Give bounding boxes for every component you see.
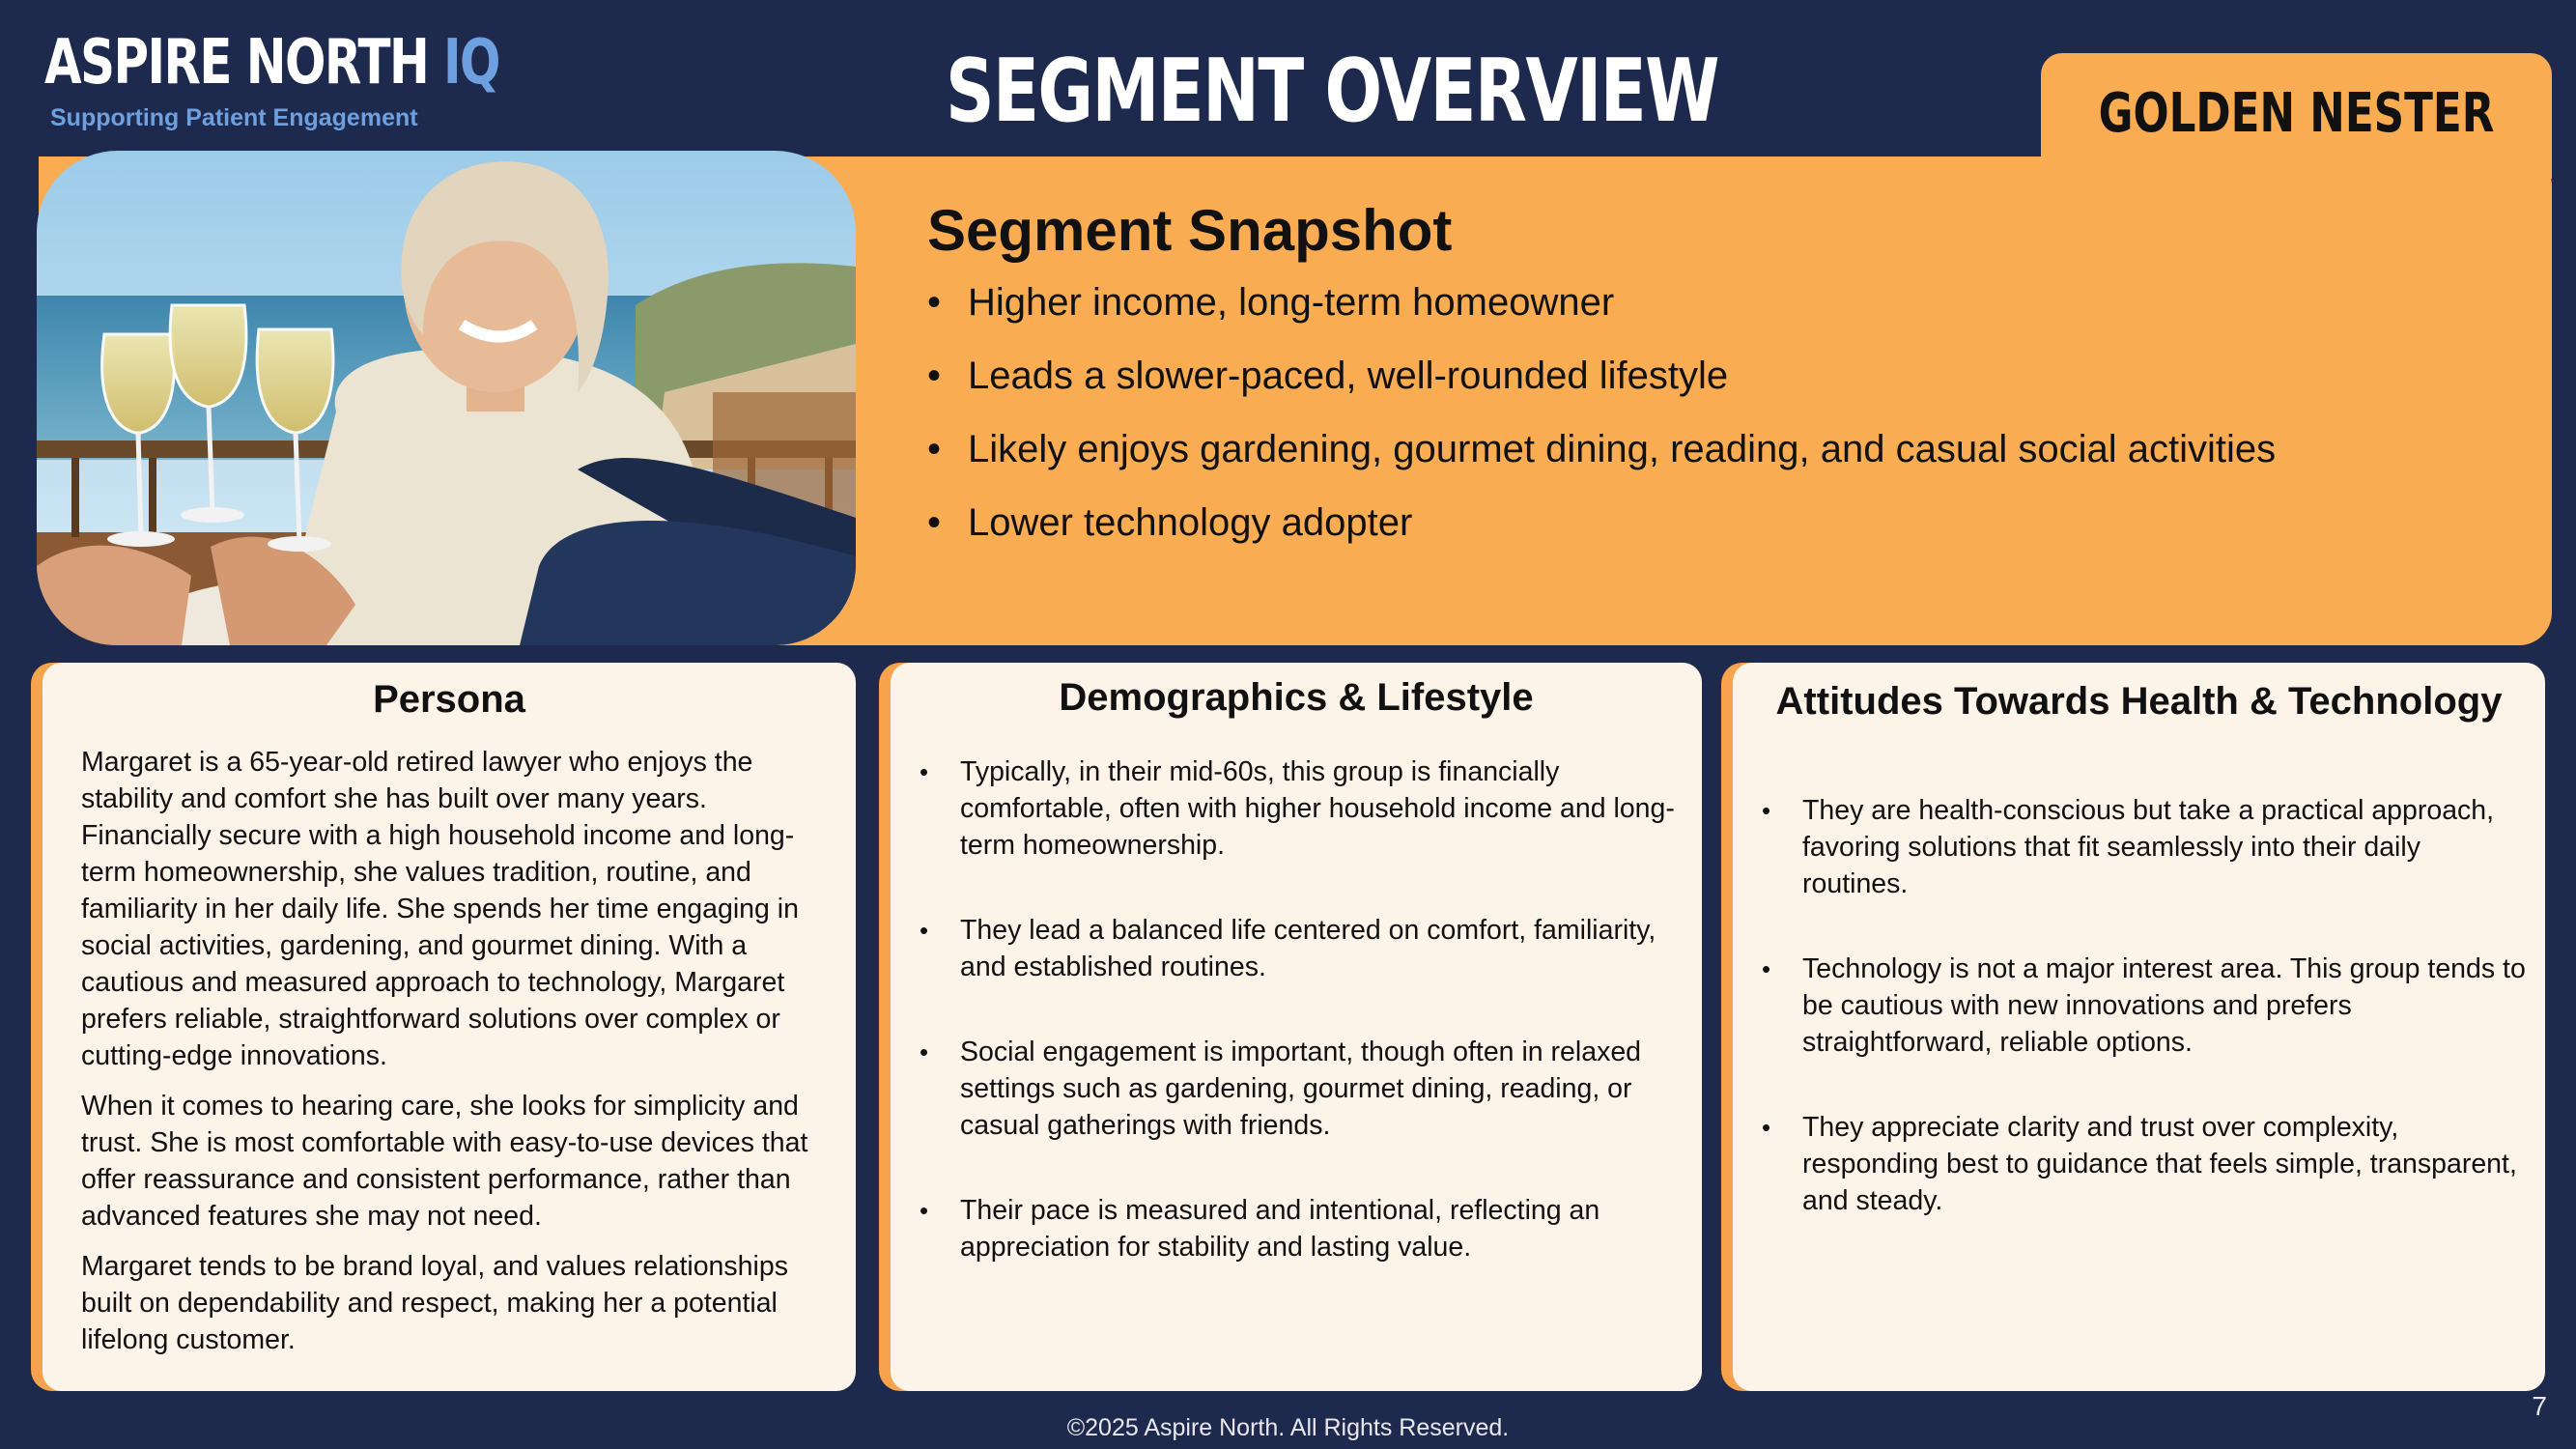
persona-photo <box>37 151 856 645</box>
persona-text <box>42 744 856 1358</box>
demographics-card-body <box>891 663 1702 1391</box>
persona-photo-image <box>37 151 856 645</box>
demographics-title: Demographics & Lifestyle <box>1059 676 1534 719</box>
demographics-bullet: • Their pace is measured and intentional, reflecting an appreciation for stability and lasting value. <box>920 1192 1684 1265</box>
persona-card <box>31 663 856 1391</box>
segment-snapshot <box>927 195 2511 572</box>
brand-logo <box>44 25 628 132</box>
persona-paragraph: When it comes to hearing care, she looks for simplicity and trust. She is most comfortable with easy-to-use devices that offer reassurance and consistent performance, rather than advanced features she may not need. <box>81 1091 808 1232</box>
snapshot-bullet: • Likely enjoys gardening, gourmet dining, reading, and casual social activities <box>927 425 2511 473</box>
brand-name <box>44 25 499 100</box>
attitudes-card <box>1721 663 2545 1391</box>
page-number: 7 <box>2532 1391 2547 1421</box>
persona-title: Persona <box>373 678 525 721</box>
attitudes-title: Attitudes Towards Health & Technology <box>1775 680 2503 723</box>
snapshot-bullet: • Lower technology adopter <box>927 498 2511 547</box>
snapshot-bullet: • Leads a slower-paced, well-rounded lifestyle <box>927 352 2511 400</box>
attitudes-bullet: • They appreciate clarity and trust over complexity, responding best to guidance that feels simple, transparent, and steady. <box>1762 1109 2528 1219</box>
persona-paragraph: Margaret is a 65-year-old retired lawyer who enjoys the stability and comfort she has built over many years. Financially secure with a high household income and long-term homeownership, she values tradition, routine, and familiarity in her daily life. She spends her time engaging in social activities, gardening, and gourmet dining. With a cautious and measured approach to technology, Margaret prefers reliable, straightforward solutions over complex or cutting-edge innovations. <box>81 747 799 1071</box>
page-title: SEGMENT OVERVIEW <box>946 41 1719 142</box>
brand-tagline: Supporting Patient Engagement <box>50 104 418 131</box>
attitudes-list <box>1733 792 2545 1219</box>
brand-name-main: ASPIRE NORTH <box>44 27 429 99</box>
persona-paragraph: Margaret tends to be brand loyal, and values relationships built on dependability and respect, making her a potential lifelong customer. <box>81 1251 788 1355</box>
attitudes-bullet: • They are health-conscious but take a practical approach, favoring solutions that fit seamlessly into their daily routines. <box>1762 792 2528 902</box>
attitudes-card-body <box>1733 663 2545 1391</box>
snapshot-list <box>927 278 2511 547</box>
demographics-card <box>879 663 1702 1391</box>
segment-tag: GOLDEN NESTER <box>2098 82 2495 145</box>
demographics-list <box>891 753 1702 1265</box>
copyright-footer: ©2025 Aspire North. All Rights Reserved. <box>1066 1414 1510 1441</box>
persona-card-body <box>42 663 856 1391</box>
snapshot-bullet: • Higher income, long-term homeowner <box>927 278 2511 327</box>
demographics-bullet: • Typically, in their mid-60s, this group is financially comfortable, often with higher household income and long-term homeownership. <box>920 753 1684 864</box>
brand-name-accent: IQ <box>443 27 499 99</box>
demographics-bullet: • They lead a balanced life centered on comfort, familiarity, and established routines. <box>920 912 1684 985</box>
attitudes-bullet: • Technology is not a major interest area. This group tends to be cautious with new innovations and prefers straightforward, reliable options. <box>1762 951 2528 1061</box>
demographics-bullet: • Social engagement is important, though often in relaxed settings such as gardening, gourmet dining, reading, or casual gatherings with friends. <box>920 1034 1684 1144</box>
snapshot-title: Segment Snapshot <box>927 198 1453 263</box>
